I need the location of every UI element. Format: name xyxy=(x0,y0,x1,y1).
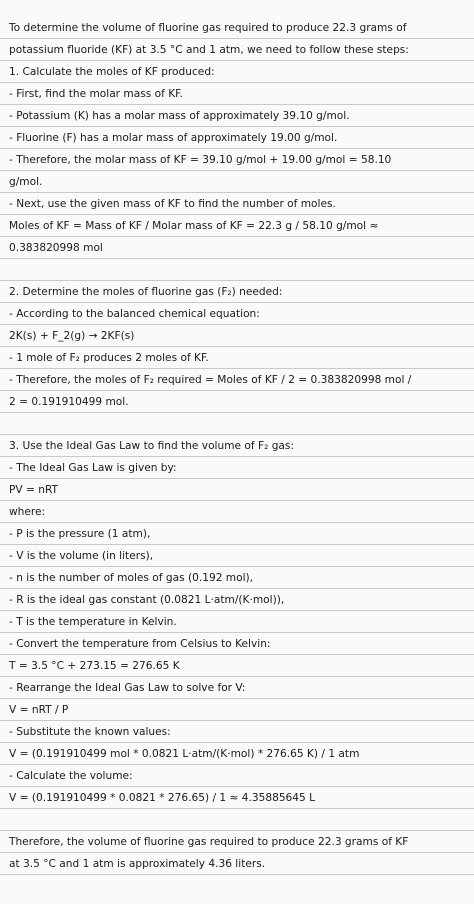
text-line: T = 3.5 °C + 273.15 = 276.65 K xyxy=(0,655,474,677)
text-line: 0.383820998 mol xyxy=(0,237,474,259)
text-line: - V is the volume (in liters), xyxy=(0,545,474,567)
blank-line xyxy=(0,413,474,435)
text-line: - Fluorine (F) has a molar mass of approximately 19.00 g/mol. xyxy=(0,127,474,149)
text-line: - First, find the molar mass of KF. xyxy=(0,83,474,105)
text-line: - Next, use the given mass of KF to find the number of moles. xyxy=(0,193,474,215)
blank-line xyxy=(0,809,474,831)
text-line: potassium fluoride (KF) at 3.5 °C and 1 atm, we need to follow these steps: xyxy=(0,39,474,61)
text-line: - The Ideal Gas Law is given by: xyxy=(0,457,474,479)
blank-line xyxy=(0,259,474,281)
text-line: - 1 mole of F₂ produces 2 moles of KF. xyxy=(0,347,474,369)
text-line: - Rearrange the Ideal Gas Law to solve for V: xyxy=(0,677,474,699)
text-line: V = nRT / P xyxy=(0,699,474,721)
text-line: - n is the number of moles of gas (0.192 mol), xyxy=(0,567,474,589)
text-line: - Calculate the volume: xyxy=(0,765,474,787)
text-line: - Therefore, the moles of F₂ required = Moles of KF / 2 = 0.383820998 mol / xyxy=(0,369,474,391)
text-line: g/mol. xyxy=(0,171,474,193)
text-line: - Convert the temperature from Celsius to Kelvin: xyxy=(0,633,474,655)
text-line: - Therefore, the molar mass of KF = 39.10 g/mol + 19.00 g/mol = 58.10 xyxy=(0,149,474,171)
text-line: Moles of KF = Mass of KF / Molar mass of KF = 22.3 g / 58.10 g/mol ≈ xyxy=(0,215,474,237)
text-line: - Potassium (K) has a molar mass of approximately 39.10 g/mol. xyxy=(0,105,474,127)
text-line: - P is the pressure (1 atm), xyxy=(0,523,474,545)
text-line: - According to the balanced chemical equation: xyxy=(0,303,474,325)
text-line: at 3.5 °C and 1 atm is approximately 4.36 liters. xyxy=(0,853,474,875)
text-line: - T is the temperature in Kelvin. xyxy=(0,611,474,633)
text-line: V = (0.191910499 mol * 0.0821 L·atm/(K·mol) * 276.65 K) / 1 atm xyxy=(0,743,474,765)
text-line: - R is the ideal gas constant (0.0821 L·atm/(K·mol)), xyxy=(0,589,474,611)
text-line: PV = nRT xyxy=(0,479,474,501)
text-line: Therefore, the volume of fluorine gas required to produce 22.3 grams of KF xyxy=(0,831,474,853)
text-line: where: xyxy=(0,501,474,523)
text-line: V = (0.191910499 * 0.0821 * 276.65) / 1 ≈ 4.35885645 L xyxy=(0,787,474,809)
text-line: 3. Use the Ideal Gas Law to find the volume of F₂ gas: xyxy=(0,435,474,457)
text-line: To determine the volume of fluorine gas required to produce 22.3 grams of xyxy=(0,17,474,39)
text-line: 2. Determine the moles of fluorine gas (F₂) needed: xyxy=(0,281,474,303)
text-line: - Substitute the known values: xyxy=(0,721,474,743)
text-line: 1. Calculate the moles of KF produced: xyxy=(0,61,474,83)
text-line: 2 = 0.191910499 mol. xyxy=(0,391,474,413)
answer-document xyxy=(0,17,474,875)
text-line: 2K(s) + F_2(g) → 2KF(s) xyxy=(0,325,474,347)
